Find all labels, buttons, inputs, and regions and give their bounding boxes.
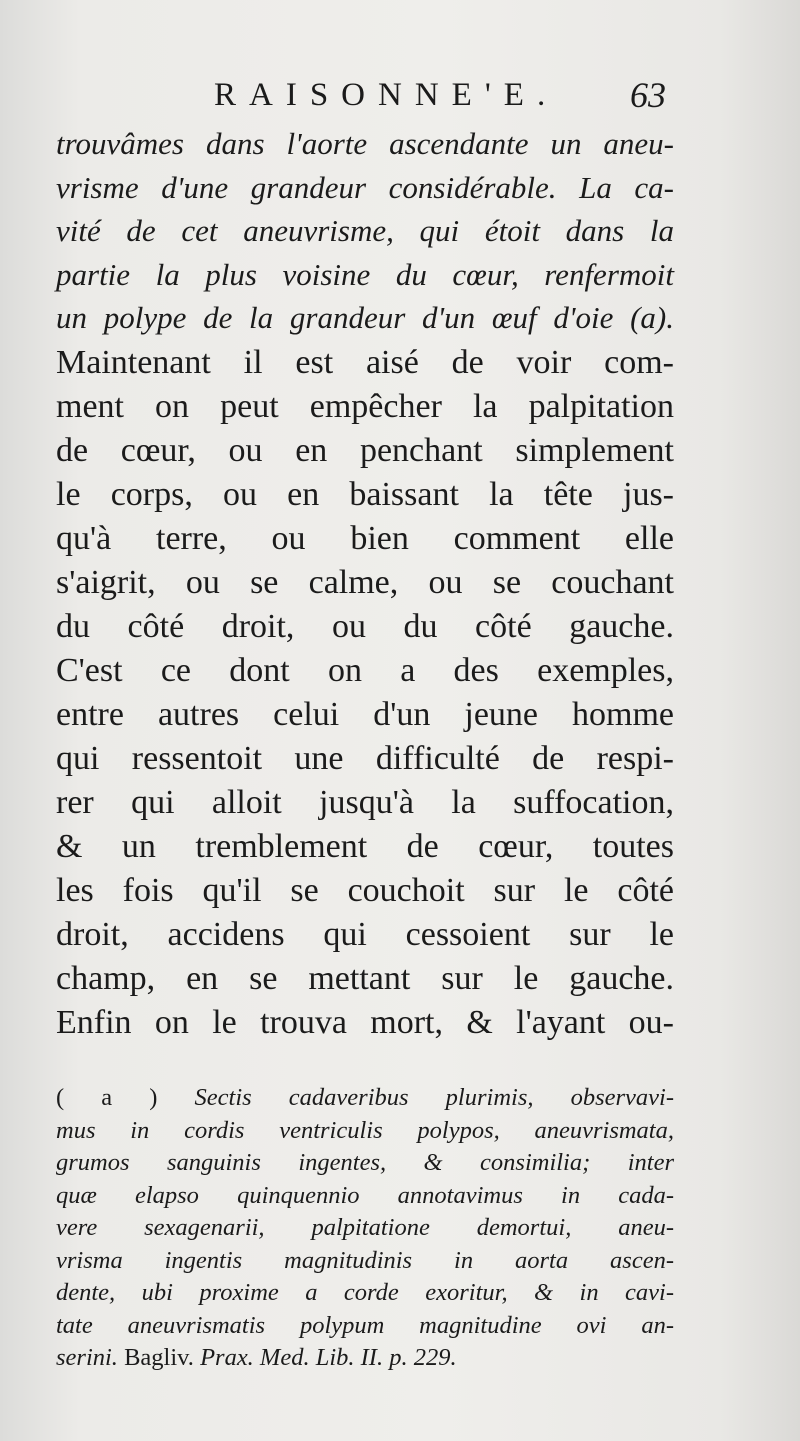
footnote-line — [56, 1342, 674, 1375]
italic-paragraph — [56, 122, 674, 340]
text-line: entre autres celui d'un jeune homme — [56, 696, 674, 733]
body-paragraph — [56, 341, 674, 1045]
text-line: un polype de la grandeur d'un œuf d'oie (a). — [56, 300, 674, 335]
footnote-marker: ( a ) — [56, 1084, 158, 1111]
footnote-line: vrisma ingentis magnitudinis in aorta ascen- — [56, 1246, 674, 1274]
running-head: RAISONNE'E. — [214, 77, 559, 113]
footnote-line: tate aneuvrismatis polypum magnitudine ovi an- — [56, 1311, 674, 1339]
text-line: du côté droit, ou du côté gauche. — [56, 608, 674, 645]
page-header — [214, 72, 674, 118]
text-line: vrisme d'une grandeur considérable. La ca- — [56, 169, 674, 205]
text-line: champ, en se mettant sur le gauche. — [56, 960, 674, 997]
text-line: de cœur, ou en penchant simplement — [56, 432, 674, 469]
text-line: qu'à terre, ou bien comment elle — [56, 520, 674, 557]
footnote-author: Bagliv. — [124, 1344, 194, 1371]
text-line: Maintenant il est aisé de voir com- — [56, 344, 674, 381]
text-line: droit, accidens qui cessoient sur le — [56, 916, 674, 953]
footnote-line: vere sexagenarii, palpitatione demortui, aneu- — [56, 1214, 674, 1241]
text-line: les fois qu'il se couchoit sur le côté — [56, 872, 674, 909]
text-line: le corps, ou en baissant la tête jus- — [56, 476, 674, 513]
text-line: s'aigrit, ou se calme, ou se couchant — [56, 564, 674, 601]
text-line: & un tremblement de cœur, toutes — [56, 828, 674, 865]
text-line: ment on peut empêcher la palpitation — [56, 388, 674, 425]
footnote-line: grumos sanguinis ingentes, & consimilia; inter — [56, 1149, 674, 1176]
footnote-line: quæ elapso quinquennio annotavimus in cada- — [56, 1181, 674, 1209]
footnote-line — [56, 1082, 674, 1115]
text-line: qui ressentoit une difficulté de respi- — [56, 740, 674, 777]
footnote-reference: Prax. Med. Lib. II. p. 229. — [200, 1344, 457, 1371]
footnote — [56, 1082, 674, 1375]
text-line: Enfin on le trouva mort, & l'ayant ou- — [56, 1004, 674, 1041]
footnote-word: serini. — [56, 1344, 118, 1371]
footnote-text: Sectis cadaveribus plurimis, observavi- — [194, 1084, 674, 1111]
text-line: C'est ce dont on a des exemples, — [56, 652, 674, 689]
page-number: 63 — [630, 75, 666, 115]
text-line: trouvâmes dans l'aorte ascendante un aneu- — [56, 126, 674, 161]
footnote-line: mus in cordis ventriculis polypos, aneuvrismata, — [56, 1116, 674, 1144]
text-line: vité de cet aneuvrisme, qui étoit dans la — [56, 213, 674, 248]
footnote-line: dente, ubi proxime a corde exoritur, & in cavi- — [56, 1279, 674, 1306]
text-line: rer qui alloit jusqu'à la suffocation, — [56, 784, 674, 821]
text-line: partie la plus voisine du cœur, renfermoit — [56, 256, 674, 292]
